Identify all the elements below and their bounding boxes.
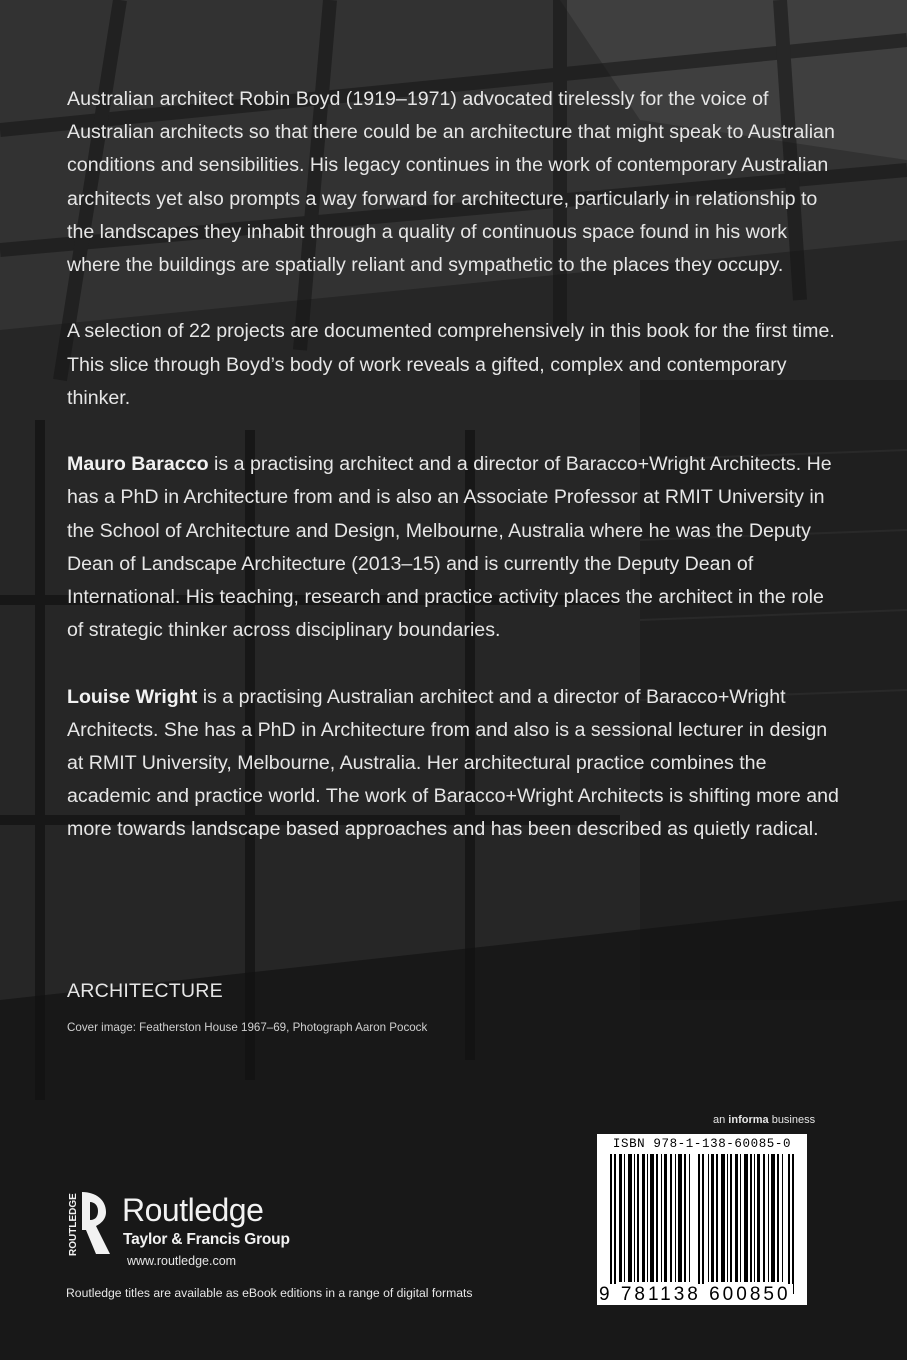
subject-category: ARCHITECTURE bbox=[67, 980, 223, 1002]
ebook-note: Routledge titles are available as eBook editions in a range of digital formats bbox=[66, 1286, 473, 1300]
author-bio-text-2: is a practising Australian architect and a director of Baracco+Wright Architects. She has a PhD in Architecture from and also is a sessional lecturer in design at RMIT University, Melbourne, Australia. Her architectural practice combines the academic and practice world. The work of Baracco+Wright Architects is shifting more and more towards landscape based approaches and has been described as quietly radical. bbox=[67, 685, 839, 841]
logo-vertical-text: ROUTLEDGE bbox=[68, 1193, 79, 1256]
author-bio-text-1: is a practising architect and a director of Baracco+Wright Architects. He has a PhD in Architecture from and is also an Associate Professor at RMIT University in the School of Architecture and Design, Melbourne, Australia where he was the Deputy Dean of Landscape Architecture (2013–15) and is currently the Deputy Dean of International. His teaching, research and practice activity places the architect in the role of strategic thinker across disciplinary boundaries. bbox=[67, 453, 832, 642]
informa-prefix: an bbox=[713, 1114, 729, 1126]
publisher-name: Routledge bbox=[122, 1192, 264, 1228]
publisher-url: www.routledge.com bbox=[127, 1254, 237, 1268]
routledge-logo-icon bbox=[66, 1190, 112, 1258]
isbn-barcode bbox=[597, 1134, 807, 1305]
isbn-label: ISBN 978-1-138-60085-0 bbox=[612, 1137, 792, 1151]
isbn-digits bbox=[597, 1284, 807, 1306]
author-name-1: Mauro Baracco bbox=[67, 453, 209, 476]
informa-tagline bbox=[713, 1114, 815, 1126]
isbn-digits-text: 9 781138 600850 bbox=[599, 1284, 791, 1305]
barcode-bars bbox=[606, 1154, 798, 1294]
informa-brand: informa bbox=[728, 1114, 769, 1126]
author-name-2: Louise Wright bbox=[67, 685, 198, 708]
author-bio-1 bbox=[67, 448, 842, 647]
informa-suffix: business bbox=[768, 1114, 816, 1126]
cover-image-credit: Cover image: Featherston House 1967–69, Photograph Aaron Pocock bbox=[67, 1021, 428, 1034]
publisher-group: Taylor & Francis Group bbox=[123, 1231, 290, 1248]
back-cover-text bbox=[67, 83, 842, 880]
author-bio-2 bbox=[67, 681, 842, 847]
blurb-paragraph-1: Australian architect Robin Boyd (1919–1971) advocated tirelessly for the voice of Australian architects so that there could be an architecture that might speak to Australian conditions and sensibilities. His legacy continues in the work of contemporary Australian architects yet also prompts a way forward for architecture, particularly in relationship to the landscapes they inhabit through a quality of continuous space found in his work where the buildings are spatially reliant and sympathetic to the places they occupy. bbox=[67, 88, 835, 277]
blurb-paragraph-2: A selection of 22 projects are documented comprehensively in this book for the first time. This slice through Boyd’s body of work reveals a gifted, complex and contemporary thinker. bbox=[67, 320, 835, 409]
